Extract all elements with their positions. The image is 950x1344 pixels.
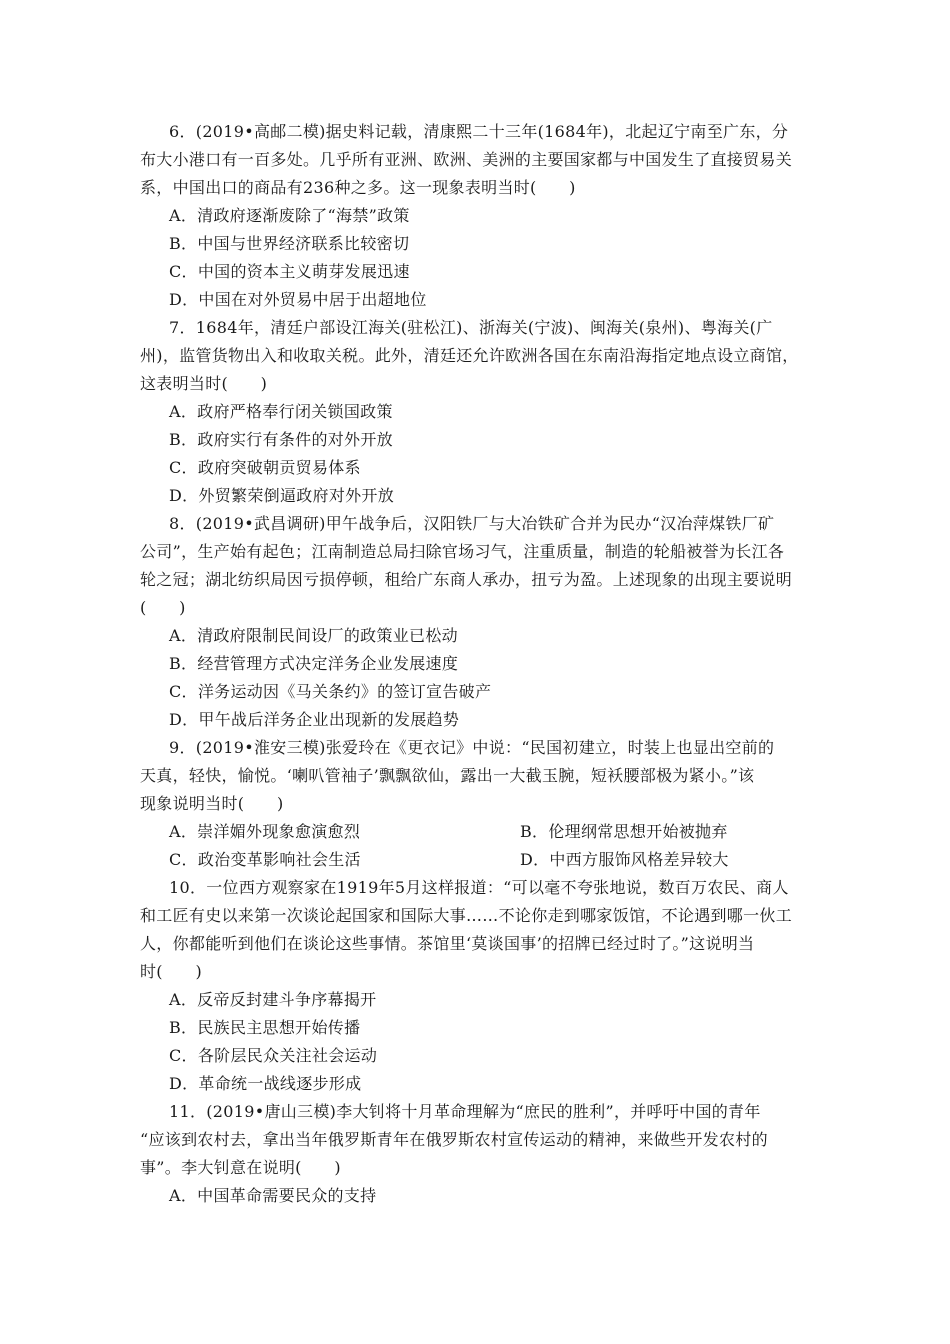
question-10-stem-line-4: 时( ) — [140, 962, 202, 981]
question-9-option-c: C．政治变革影响社会生活 — [169, 850, 361, 869]
question-8-stem-line-3: 轮之冠；湖北纺织局因亏损停顿，租给广东商人承办，扭亏为盈。上述现象的出现主要说明 — [140, 570, 793, 589]
question-7-option-b: B．政府实行有条件的对外开放 — [169, 430, 393, 449]
question-7-option-a: A．政府严格奉行闭关锁国政策 — [169, 402, 393, 421]
question-9-stem-line-2: 天真，轻快，愉悦。‘喇叭管袖子’飘飘欲仙，露出一大截玉腕，短袄腰部极为紧小。”该 — [140, 766, 755, 785]
question-10-stem-line-1: 10．一位西方观察家在1919年5月这样报道：“可以毫不夸张地说，数百万农民、商人 — [169, 878, 789, 897]
question-9-option-d: D．中西方服饰风格差异较大 — [520, 850, 729, 869]
question-7-option-c: C．政府突破朝贡贸易体系 — [169, 458, 361, 477]
question-8-option-d: D．甲午战后洋务企业出现新的发展趋势 — [169, 710, 460, 729]
question-7-option-d: D．外贸繁荣倒逼政府对外开放 — [169, 486, 395, 505]
question-10-option-b: B．民族民主思想开始传播 — [169, 1018, 361, 1037]
question-9-stem-line-3: 现象说明当时( ) — [140, 794, 284, 813]
question-9-option-a: A．崇洋媚外现象愈演愈烈 — [169, 822, 361, 841]
question-8-option-c: C．洋务运动因《马关条约》的签订宣告破产 — [169, 682, 492, 701]
question-6-option-d: D．中国在对外贸易中居于出超地位 — [169, 290, 427, 309]
question-10-option-d: D．革命统一战线逐步形成 — [169, 1074, 362, 1093]
question-6-option-b: B．中国与世界经济联系比较密切 — [169, 234, 410, 253]
question-10-stem-line-3: 人，你都能听到他们在谈论这些事情。茶馆里‘莫谈国事’的招牌已经过时了。”这说明当 — [140, 934, 755, 953]
question-9-stem-line-1: 9．(2019•淮安三模)张爱玲在《更衣记》中说：“民国初建立，时装上也显出空前的 — [169, 738, 775, 757]
question-7-stem-line-2: 州)，监管货物出入和收取关税。此外，清廷还允许欧洲各国在东南沿海指定地点设立商馆， — [140, 346, 799, 365]
question-9-option-b: B．伦理纲常思想开始被抛弃 — [520, 822, 728, 841]
question-8-stem-line-2: 公司”，生产始有起色；江南制造总局扫除官场习气，注重质量，制造的轮船被誉为长江各 — [140, 542, 785, 561]
question-7-stem-line-1: 7．1684年，清廷户部设江海关(驻松江)、浙海关(宁波)、闽海关(泉州)、粤海关(广 — [169, 318, 773, 337]
question-10-option-a: A．反帝反封建斗争序幕揭开 — [169, 990, 377, 1009]
question-8-stem-line-4: ( ) — [140, 598, 186, 617]
question-11-option-a: A．中国革命需要民众的支持 — [169, 1186, 377, 1205]
question-11-stem-line-1: 11．(2019•唐山三模)李大钊将十月革命理解为“庶民的胜利”，并呼吁中国的青年 — [169, 1102, 761, 1121]
question-6-option-a: A．清政府逐渐废除了“海禁”政策 — [169, 206, 410, 225]
question-6-option-c: C．中国的资本主义萌芽发展迅速 — [169, 262, 410, 281]
question-11-stem-line-3: 事”。李大钊意在说明( ) — [140, 1158, 341, 1177]
question-10-stem-line-2: 和工匠有史以来第一次谈论起国家和国际大事……不论你走到哪家饭馆，不论遇到哪一伙工 — [140, 906, 793, 925]
question-6-stem-line-3: 系，中国出口的商品有236种之多。这一现象表明当时( ) — [140, 178, 576, 197]
question-11-stem-line-2: “应该到农村去，拿出当年俄罗斯青年在俄罗斯农村宣传运动的精神，来做些开发农村的 — [140, 1130, 768, 1149]
question-8-option-b: B．经营管理方式决定洋务企业发展速度 — [169, 654, 459, 673]
question-8-stem-line-1: 8．(2019•武昌调研)甲午战争后，汉阳铁厂与大冶铁矿合并为民办“汉冶萍煤铁厂矿 — [169, 514, 775, 533]
question-7-stem-line-3: 这表明当时( ) — [140, 374, 268, 393]
question-10-option-c: C．各阶层民众关注社会运动 — [169, 1046, 378, 1065]
question-6-stem-line-2: 布大小港口有一百多处。几乎所有亚洲、欧洲、美洲的主要国家都与中国发生了直接贸易关 — [140, 150, 793, 169]
question-8-option-a: A．清政府限制民间设厂的政策业已松动 — [169, 626, 458, 645]
question-6-stem-line-1: 6．(2019•高邮二模)据史料记载，清康熙二十三年(1684年)，北起辽宁南至广东，分 — [169, 122, 789, 141]
